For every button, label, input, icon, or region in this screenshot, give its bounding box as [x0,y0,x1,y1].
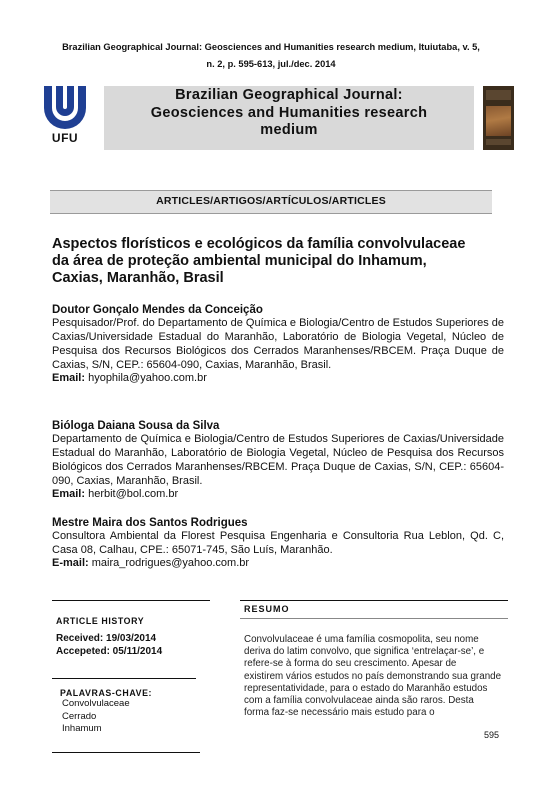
article-history-heading: ARTICLE HISTORY [56,616,145,626]
journal-citation-line-2: n. 2, p. 595-613, jul./dec. 2014 [206,59,336,69]
resumo-line: Convolvulaceae é uma família cosmopolita, seu nome [244,634,479,645]
author-affiliation: Consultora Ambiental da Florest Pesquisa Engenharia e Consultoria Rua Leblon, Qd. C, Casa 08, Calhau, CPE.: 65071-745, São Luís, Maranhão. [52,530,504,556]
journal-citation [20,39,522,73]
keyword-item: Convolvulaceae [62,698,130,709]
banner-title-line-3: medium [260,122,318,138]
author-block [52,304,504,384]
resumo-top-rule [240,600,508,601]
author-email[interactable]: maira_rodrigues@yahoo.com.br [91,557,250,569]
journal-banner-title [104,87,474,140]
received-date: Received: 19/03/2014 [56,633,157,644]
author-affiliation: Departamento de Química e Biologia/Centro de Estudos Superiores de Caxias/Universidade Estadual do Maranhão, Laboratório de Biologia Vegetal, Núcleo de Pesquisa dos Recursos Biológicos dos Cerrados Maranhenses/RBCEM. Praça Duque de Caxias, S/N, CEP.: 65604-090, Caxias, Maranhão, Brasil. [52,433,504,487]
author-email-line [52,557,504,569]
author-email-line [52,488,504,500]
keyword-item: Cerrado [62,710,97,722]
resumo-line: deriva do latim convolvo, que significa ‘entrelaçar-se’, e [244,646,485,658]
resumo-heading: RESUMO [244,604,290,614]
author-name: Mestre Maira dos Santos Rodrigues [52,517,248,529]
keywords-top-rule [52,678,196,679]
author-name: Bióloga Daiana Sousa da Silva [52,420,220,432]
banner-title-line-2: Geosciences and Humanities research [150,104,428,121]
article-title-line-1: Aspectos florísticos e ecológicos da família convolvulaceae [52,236,466,252]
article-history [56,632,162,658]
resumo-line: com a família convolvulaceae ainda são raros. Desta [244,695,474,707]
author-block [52,517,504,569]
keyword-item: Inhamum [62,723,102,734]
email-label: Email: [52,488,86,500]
article-title-line-2: da área de proteção ambiental municipal do Inhamum, [52,253,427,269]
journal-citation-line-1: Brazilian Geographical Journal: Geosciences and Humanities research medium, Ituiutaba, v. 5, [62,42,480,52]
keywords-heading: PALAVRAS-CHAVE: [60,688,153,698]
author-name: Doutor Gonçalo Mendes da Conceição [52,304,263,316]
author-block [52,420,504,500]
history-top-rule [52,600,210,601]
author-email-line [52,372,504,384]
author-email[interactable]: hyophila@yahoo.com.br [88,372,207,384]
section-label: ARTICLES/ARTIGOS/ARTÍCULOS/ARTICLES [156,195,386,207]
email-label: Email: [52,372,86,384]
resumo-line: existirem vários estudos no país demonstrando sua grande [244,670,502,682]
resumo-line: representatividade, para o estado do Maranhão estudos [244,682,488,694]
resumo-line: forma faz-se necessário mais estudo para o [244,707,435,719]
author-email[interactable]: herbit@bol.com.br [88,488,179,500]
article-title [52,236,512,287]
banner-title-line-1: Brazilian Geographical Journal: [175,87,403,103]
email-label: E-mail: [52,557,89,569]
accepted-date: Accepeted: 05/11/2014 [56,646,163,657]
resumo-body [244,634,502,719]
keywords-bottom-rule [52,752,200,753]
resumo-under-rule [240,618,508,619]
resumo-line: refere-se à forma do seu crescimento. Apesar de [244,658,457,670]
ufu-logo-text: UFU [51,131,79,145]
author-affiliation: Pesquisador/Prof. do Departamento de Química e Biologia/Centro de Estudos Superiores de Caxias/Universidade Estadual do Maranhão, Laboratório de Biologia Vegetal, Núcleo de Pesquisa dos Recursos Biológicos dos Cerrados Maranhenses/RBCEM. Praça Duque de Caxias, S/N, CEP.: 65604-090, Caxias, Maranhão, Brasil. [52,317,504,371]
keywords-list [62,698,130,736]
article-title-line-3: Caxias, Maranhão, Brasil [52,270,224,286]
journal-cover-image [483,86,514,150]
page-number: 595 [484,730,500,740]
